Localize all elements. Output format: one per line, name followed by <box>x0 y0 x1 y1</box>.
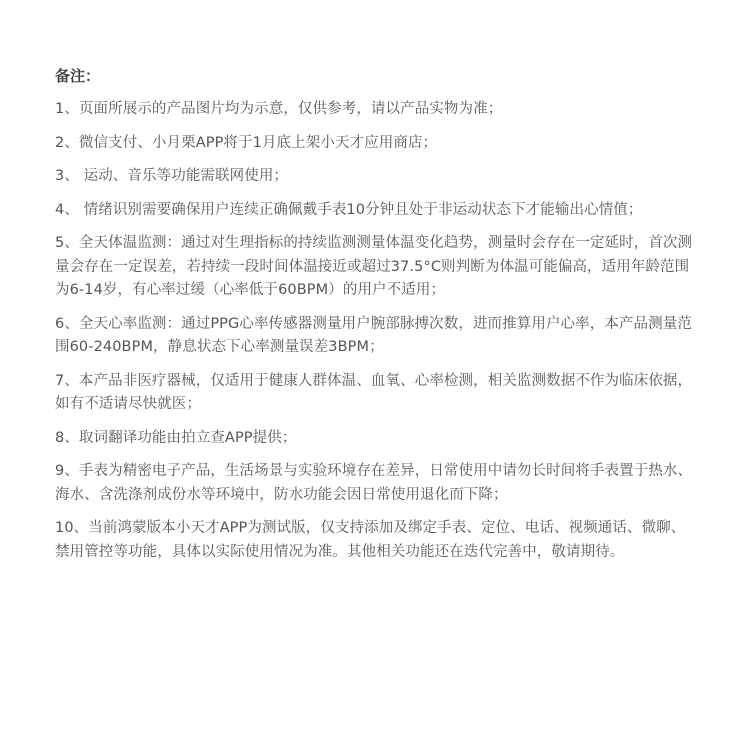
note-item-9: 9、手表为精密电子产品，生活场景与实验环境存在差异，日常使用中请勿长时间将手表置于热水、海水、含洗涤剂成份水等环境中，防水功能会因日常使用退化而下降； <box>55 463 693 503</box>
note-item-10: 10、当前鸿蒙版本小天才APP为测试版，仅支持添加及绑定手表、定位、电话、视频通话、微聊、禁用管控等功能，具体以实际使用情况为准。其他相关功能还在迭代完善中，敬请期待。 <box>55 520 686 560</box>
note-item-8: 8、取词翻译功能由拍立查APP提供； <box>55 429 297 446</box>
notes-title: 备注： <box>55 67 101 85</box>
note-item-3: 3、 运动、音乐等功能需联网使用； <box>55 168 289 184</box>
note-item-6: 6、全天心率监测：通过PPG心率传感器测量用户腕部脉搏次数，进而推算用户心率，本产品测量范围60-240BPM，静息状态下心率测量误差3BPM； <box>55 315 692 355</box>
note-item-2: 2、微信支付、小月栗APP将于1月底上架小天才应用商店； <box>55 134 438 151</box>
note-item-5: 5、全天体温监测：通过对生理指标的持续监测测量体温变化趋势，测量时会存在一定延时，首次测量会存在一定误差，若持续一段时间体温接近或超过37.5°C则判断为体温可能偏高，适用年龄范围为6-14岁，有心率过缓（心率低于60BPM）的用户不适用； <box>55 235 693 298</box>
note-item-1: 1、页面所展示的产品图片均为示意，仅供参考，请以产品实物为准； <box>55 101 503 117</box>
note-item-7: 7、本产品非医疗器械，仅适用于健康人群体温、血氧、心率检测，相关监测数据不作为临床依据，如有不适请尽快就医； <box>55 372 693 412</box>
notes-section <box>55 64 695 574</box>
note-item-4: 4、 情绪识别需要确保用户连续正确佩戴手表10分钟且处于非运动状态下才能输出心情值； <box>55 201 643 218</box>
notes-list <box>55 98 695 564</box>
